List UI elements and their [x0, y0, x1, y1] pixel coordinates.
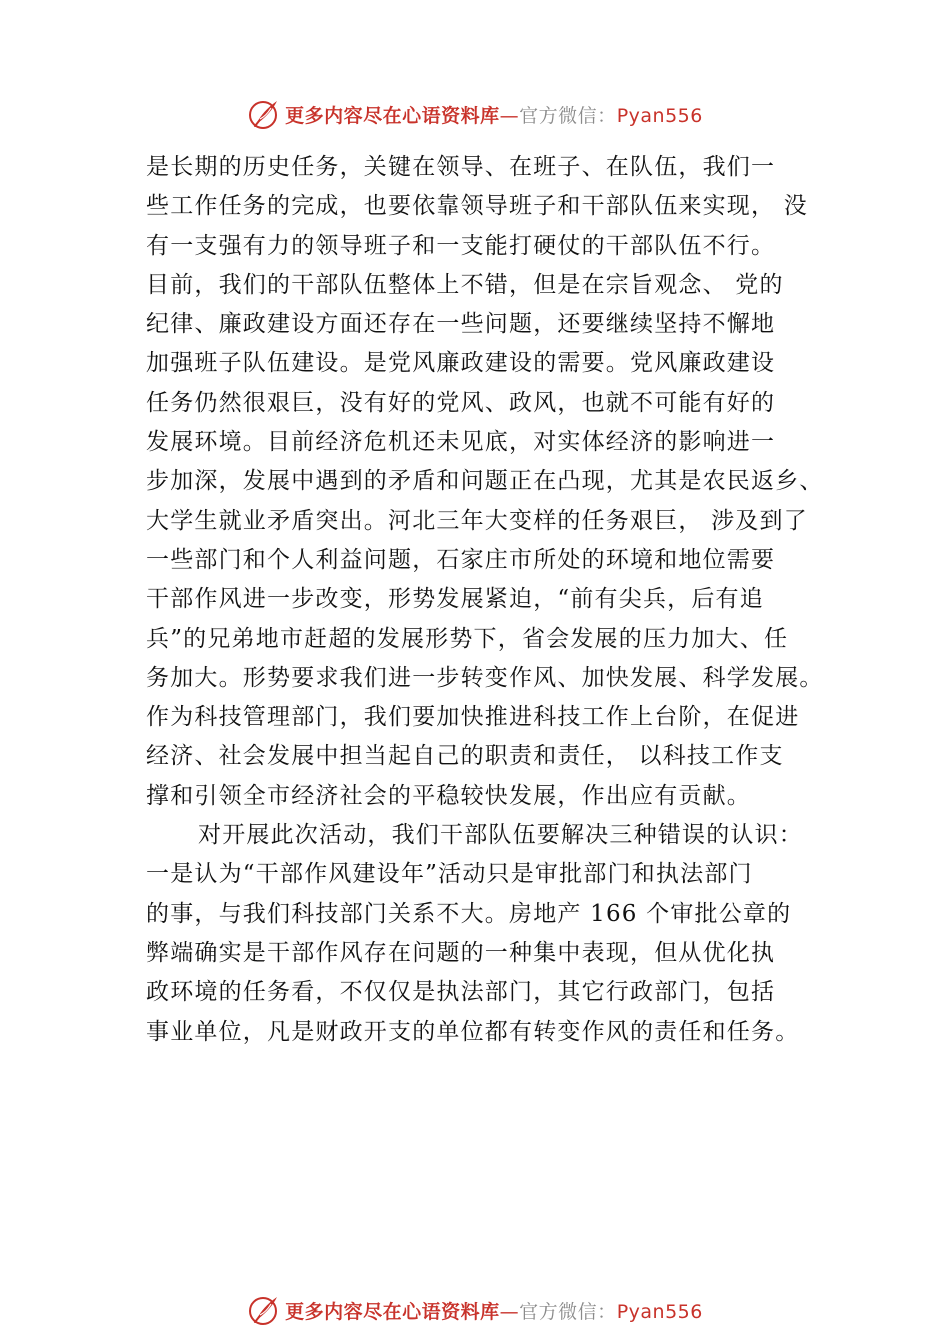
text-line: 是长期的历史任务，关键在领导、在班子、在队伍，我们一: [146, 154, 776, 180]
header-banner: [0, 94, 950, 134]
banner-label: 官方微信：: [519, 1300, 617, 1323]
footer-banner: [0, 1290, 950, 1330]
text-line: 步加深，发展中遇到的矛盾和问题正在凸现，尤其是农民返乡、: [146, 468, 824, 495]
text-line: 务加大。形势要求我们进一步转变作风、加快发展、科学发展。: [146, 664, 824, 691]
text-line: 大学生就业矛盾突出。河北三年大变样的任务艰巨， 涉及到了: [146, 507, 808, 534]
text-line: 经济、社会发展中担当起自己的职责和责任， 以科技工作支: [146, 743, 784, 770]
text-line: 政环境的任务看，不仅仅是执法部门，其它行政部门，包括: [146, 979, 776, 1006]
paragraph-start-line: 对开展此次活动，我们干部队伍要解决三种错误的认识：: [198, 822, 803, 849]
text-line: 发展环境。目前经济危机还未见底，对实体经济的影响进一: [146, 429, 776, 456]
text-line: 一些部门和个人利益问题，石家庄市所处的环境和地位需要: [146, 546, 776, 573]
banner-separator: —: [499, 104, 520, 127]
banner-brand-text: 更多内容尽在心语资料库: [285, 1300, 500, 1323]
text-line: 目前，我们的干部队伍整体上不错，但是在宗旨观念、 党的: [146, 271, 784, 298]
banner-text: [285, 101, 703, 128]
quill-pen-logo-icon: [247, 1293, 281, 1327]
text-line: 的事，与我们科技部门关系不大。房地产 166 个审批公章的: [146, 900, 792, 927]
text-line: 事业单位，凡是财政开支的单位都有转变作风的责任和任务。: [146, 1018, 800, 1045]
document-body: [146, 148, 846, 1052]
text-line: 作为科技管理部门，我们要加快推进科技工作上台阶，在促进: [146, 704, 800, 731]
banner-wechat-id: Pyan556: [616, 104, 703, 127]
text-line: 些工作任务的完成，也要依靠领导班子和干部队伍来实现， 没: [146, 193, 808, 220]
text-line: 干部作风进一步改变，形势发展紧迫，“前有尖兵，后有追: [146, 586, 764, 613]
text-line: 纪律、廉政建设方面还存在一些问题，还要继续坚持不懈地: [146, 311, 776, 338]
text-line: 兵”的兄弟地市赶超的发展形势下，省会发展的压力加大、任: [146, 625, 789, 652]
text-line: 撑和引领全市经济社会的平稳较快发展，作出应有贡献。: [146, 782, 751, 809]
banner-brand-text: 更多内容尽在心语资料库: [285, 104, 500, 127]
banner-separator: —: [499, 1300, 520, 1323]
text-line: 一是认为“干部作风建设年”活动只是审批部门和执法部门: [146, 861, 753, 888]
quill-pen-logo-icon: [247, 97, 281, 131]
text-line: 加强班子队伍建设。是党风廉政建设的需要。党风廉政建设: [146, 350, 776, 377]
text-line: 任务仍然很艰巨，没有好的党风、政风，也就不可能有好的: [146, 389, 776, 416]
text-line: 弊端确实是干部作风存在问题的一种集中表现，但从优化执: [146, 939, 776, 966]
text-line: 有一支强有力的领导班子和一支能打硬仗的干部队伍不行。: [146, 232, 776, 259]
banner-wechat-id: Pyan556: [616, 1300, 703, 1323]
banner-text: [285, 1297, 703, 1324]
banner-label: 官方微信：: [519, 104, 617, 127]
